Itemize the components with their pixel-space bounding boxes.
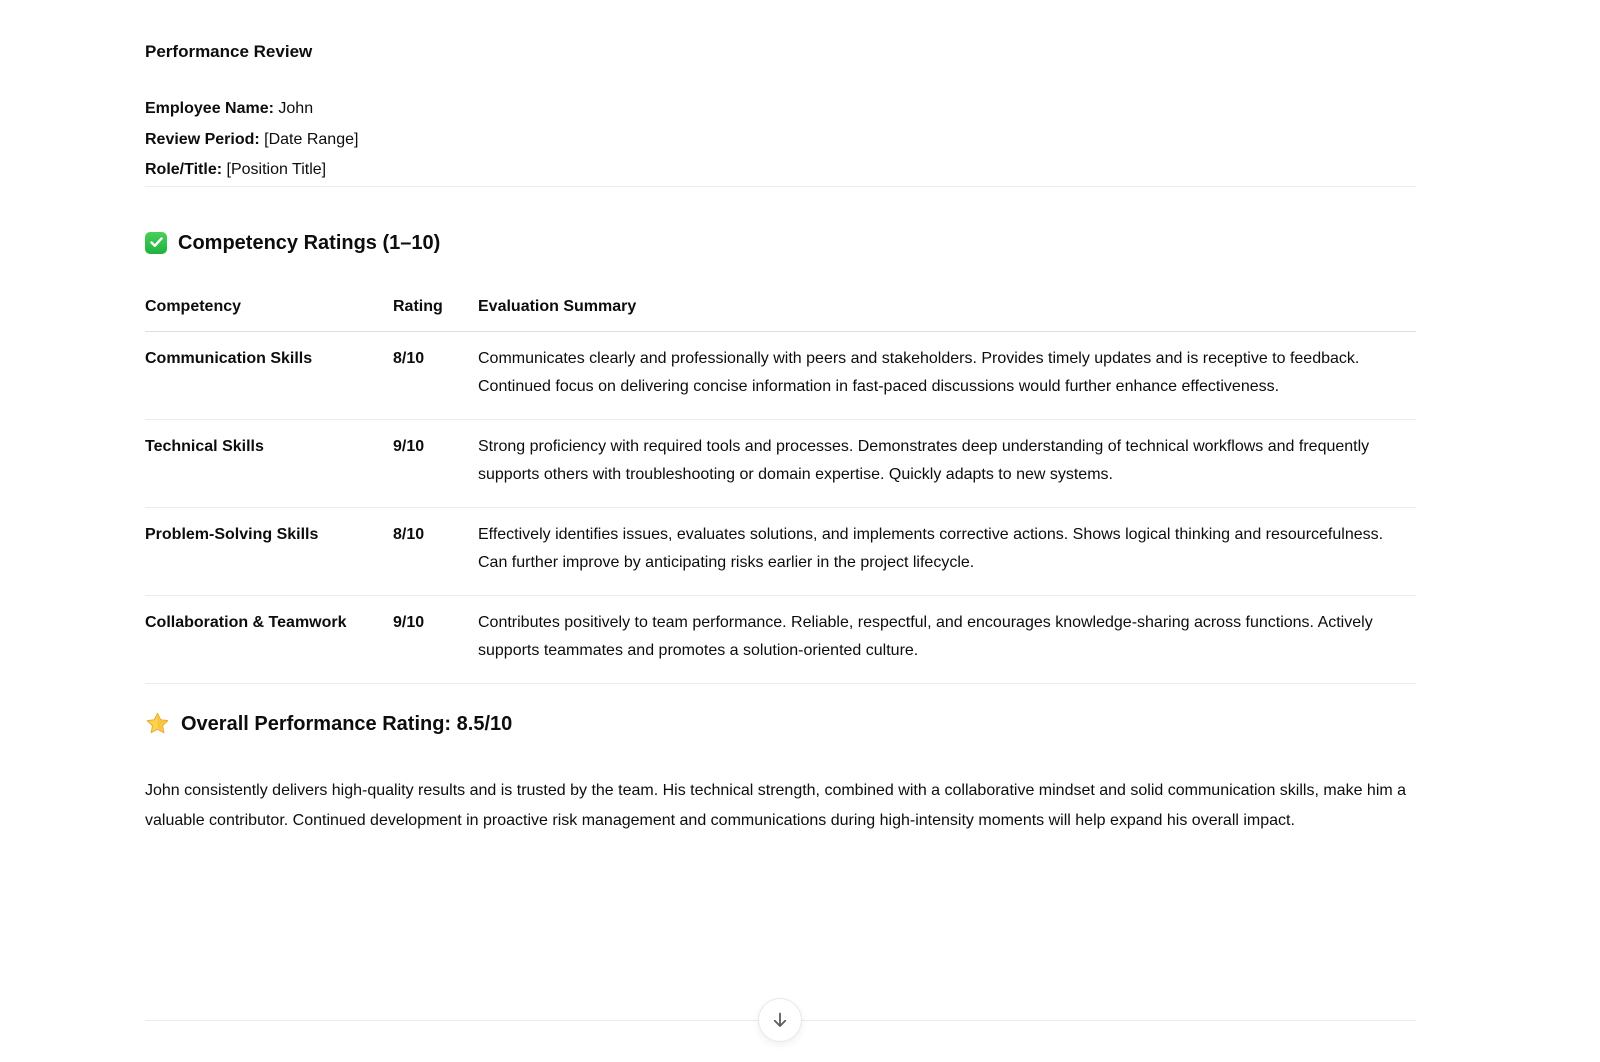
overall-summary-paragraph: John consistently delivers high-quality results and is trusted by the team. His technical strength, combined with a collaborative mindset and solid communication skills, make him a valuable contributor. Continued development in proactive risk management and communications during high-intensity moments will help expand his overall impact.	[145, 781, 1407, 829]
competency-cell: Technical Skills	[145, 419, 393, 507]
review-period-label: Review Period:	[145, 130, 260, 148]
scroll-to-bottom-button[interactable]	[758, 998, 802, 1042]
table-row	[145, 419, 1416, 507]
overall-rating-heading	[145, 710, 1416, 738]
role-title-value: [Position Title]	[226, 161, 327, 178]
column-header-evaluation-summary: Evaluation Summary	[478, 283, 1416, 332]
summary-cell: Strong proficiency with required tools and processes. Demonstrates deep understanding of technical workflows and frequently supports others with troubleshooting or domain expertise. Quickly adapts to new systems.	[478, 419, 1416, 507]
competency-cell: Problem-Solving Skills	[145, 507, 393, 595]
summary-cell: Contributes positively to team performance. Reliable, respectful, and encourages knowledge-sharing across functions. Actively supports teammates and promotes a solution-oriented culture.	[478, 613, 1373, 659]
table-header-row	[145, 283, 1416, 332]
employee-name-value: John	[278, 100, 314, 117]
competency-ratings-table	[145, 283, 1416, 683]
table-row	[145, 595, 1416, 683]
competency-ratings-heading-text: Competency Ratings (1–10)	[178, 231, 441, 254]
info-line-review-period	[145, 125, 1416, 156]
star-emoji-icon	[145, 711, 170, 736]
info-line-employee-name	[145, 94, 1416, 125]
column-header-competency: Competency	[145, 283, 393, 332]
table-row	[145, 507, 1416, 595]
arrow-down-icon	[771, 1011, 789, 1029]
document	[145, 0, 1416, 836]
competency-cell: Collaboration & Teamwork	[145, 613, 347, 631]
competency-ratings-heading	[145, 229, 1416, 257]
summary-cell: Effectively identifies issues, evaluates solutions, and implements corrective actions. Shows logical thinking and resourcefulness. Can further improve by anticipating risks earlier in the project lifecycle.	[478, 507, 1416, 595]
rating-cell: 9/10	[393, 419, 478, 507]
summary-cell: Communicates clearly and professionally with peers and stakeholders. Provides timely updates and is receptive to feedback. Continued focus on delivering concise information in fast-paced discussions would further enhance effectiveness.	[478, 331, 1416, 419]
page-title: Performance Review	[145, 42, 313, 61]
competency-cell: Communication Skills	[145, 331, 393, 419]
section-divider	[145, 683, 1416, 684]
employee-info-block	[145, 94, 1416, 186]
rating-cell: 9/10	[393, 613, 425, 631]
section-divider	[145, 186, 1416, 187]
white-check-mark-emoji-icon	[145, 232, 167, 254]
rating-cell: 8/10	[393, 331, 478, 419]
rating-cell: 8/10	[393, 507, 478, 595]
table-row	[145, 331, 1416, 419]
info-line-role-title	[145, 155, 1416, 186]
role-title-label: Role/Title:	[145, 161, 223, 178]
employee-name-label: Employee Name:	[145, 100, 274, 117]
overall-rating-heading-text: Overall Performance Rating: 8.5/10	[181, 712, 513, 735]
review-period-value: [Date Range]	[264, 130, 359, 148]
column-header-rating: Rating	[393, 283, 478, 332]
